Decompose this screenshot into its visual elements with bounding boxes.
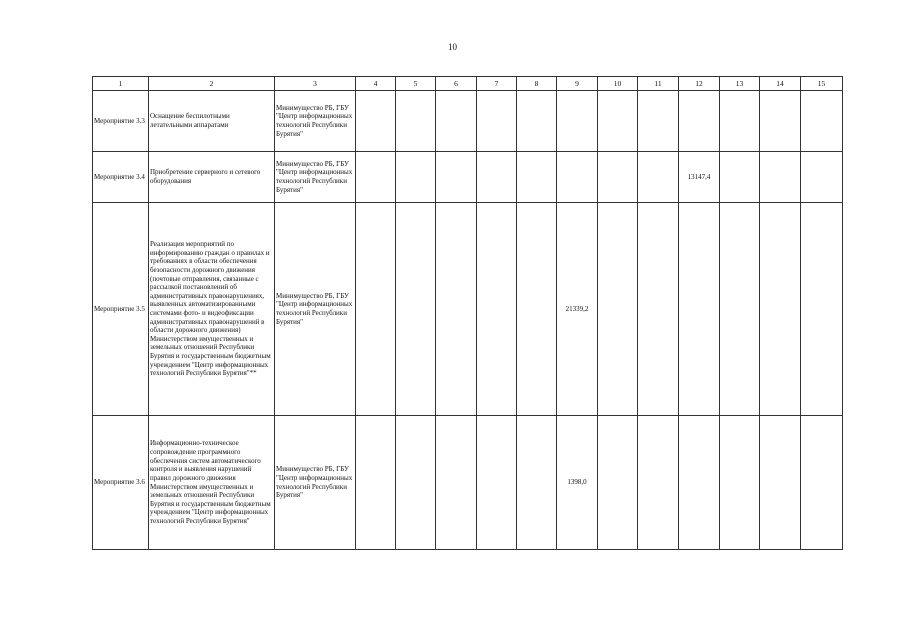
column-header: 5 [396, 77, 436, 91]
empty-cell [436, 416, 477, 550]
empty-cell [720, 203, 760, 416]
value-col12: 13147,4 [679, 152, 720, 203]
table-row [93, 152, 843, 203]
value-col12 [679, 91, 720, 152]
empty-cell [517, 91, 557, 152]
measure-code: Мероприятие 3.4 [93, 152, 149, 203]
empty-cell [801, 152, 843, 203]
value-col9: 1398,0 [557, 416, 598, 550]
empty-cell [396, 203, 436, 416]
empty-cell [720, 152, 760, 203]
table-row [93, 416, 843, 550]
empty-cell [477, 203, 517, 416]
column-header: 3 [275, 77, 356, 91]
empty-cell [598, 152, 638, 203]
empty-cell [477, 416, 517, 550]
empty-cell [638, 203, 679, 416]
column-header: 13 [720, 77, 760, 91]
empty-cell [720, 91, 760, 152]
empty-cell [396, 91, 436, 152]
empty-cell [356, 416, 396, 550]
value-col12 [679, 203, 720, 416]
empty-cell [436, 152, 477, 203]
column-header: 12 [679, 77, 720, 91]
measure-name: Приобретение серверного и сетевого оборудования [149, 152, 275, 203]
empty-cell [477, 152, 517, 203]
measure-code: Мероприятие 3.5 [93, 203, 149, 416]
table-row [93, 203, 843, 416]
empty-cell [638, 91, 679, 152]
value-col9 [557, 152, 598, 203]
column-header: 7 [477, 77, 517, 91]
column-header: 8 [517, 77, 557, 91]
empty-cell [638, 416, 679, 550]
empty-cell [801, 203, 843, 416]
empty-cell [598, 203, 638, 416]
column-header: 6 [436, 77, 477, 91]
measure-executor: Минимущество РБ, ГБУ "Центр информационных технологий Республики Бурятия" [275, 416, 356, 550]
empty-cell [356, 152, 396, 203]
measure-name: Информационно-техническое сопровождение программного обеспечения систем автоматического контроля и выявления нарушений правил дорожного движения Министерством имущественных и земельных отношений Республики Бурятия и государственным бюджетным учреждением "Центр информационных технологий Республики Бурятия" [149, 416, 275, 550]
measure-executor: Минимущество РБ, ГБУ "Центр информационных технологий Республики Бурятия" [275, 91, 356, 152]
empty-cell [760, 203, 801, 416]
column-header: 4 [356, 77, 396, 91]
value-col9: 21339,2 [557, 203, 598, 416]
column-header: 10 [598, 77, 638, 91]
measure-executor: Минимущество РБ, ГБУ "Центр информационных технологий Республики Бурятия" [275, 152, 356, 203]
column-header: 1 [93, 77, 149, 91]
empty-cell [801, 416, 843, 550]
empty-cell [638, 152, 679, 203]
header-row [93, 77, 843, 91]
column-header: 14 [760, 77, 801, 91]
empty-cell [356, 203, 396, 416]
measure-executor: Минимущество РБ, ГБУ "Центр информационных технологий Республики Бурятия" [275, 203, 356, 416]
empty-cell [801, 91, 843, 152]
measure-name: Реализация мероприятий по информированию граждан о правилах и требованиях в области обеспечения безопасности дорожного движения (почтовые отправления, связанные с рассылкой постановлений об административных правонарушениях, выявленных автоматизированными системами фото- и видеофиксации административных правонарушений в области дорожного движения) Министерством имущественных и земельных отношений Республики Бурятия и государственным бюджетным учреждением "Центр информационных технологий Республики Бурятия"** [149, 203, 275, 416]
empty-cell [396, 152, 436, 203]
empty-cell [720, 416, 760, 550]
value-col9 [557, 91, 598, 152]
column-header: 11 [638, 77, 679, 91]
value-col12 [679, 416, 720, 550]
column-header: 2 [149, 77, 275, 91]
empty-cell [760, 416, 801, 550]
empty-cell [517, 416, 557, 550]
empty-cell [517, 203, 557, 416]
empty-cell [598, 91, 638, 152]
empty-cell [436, 91, 477, 152]
program-table [92, 76, 843, 550]
column-header: 9 [557, 77, 598, 91]
empty-cell [598, 416, 638, 550]
column-header: 15 [801, 77, 843, 91]
empty-cell [760, 91, 801, 152]
empty-cell [760, 152, 801, 203]
empty-cell [356, 91, 396, 152]
measure-code: Мероприятие 3.3 [93, 91, 149, 152]
empty-cell [436, 203, 477, 416]
measure-code: Мероприятие 3.6 [93, 416, 149, 550]
page-number: 10 [448, 42, 457, 52]
empty-cell [517, 152, 557, 203]
table-row [93, 91, 843, 152]
empty-cell [396, 416, 436, 550]
measure-name: Оснащение беспилотными летательными аппаратами [149, 91, 275, 152]
empty-cell [477, 91, 517, 152]
